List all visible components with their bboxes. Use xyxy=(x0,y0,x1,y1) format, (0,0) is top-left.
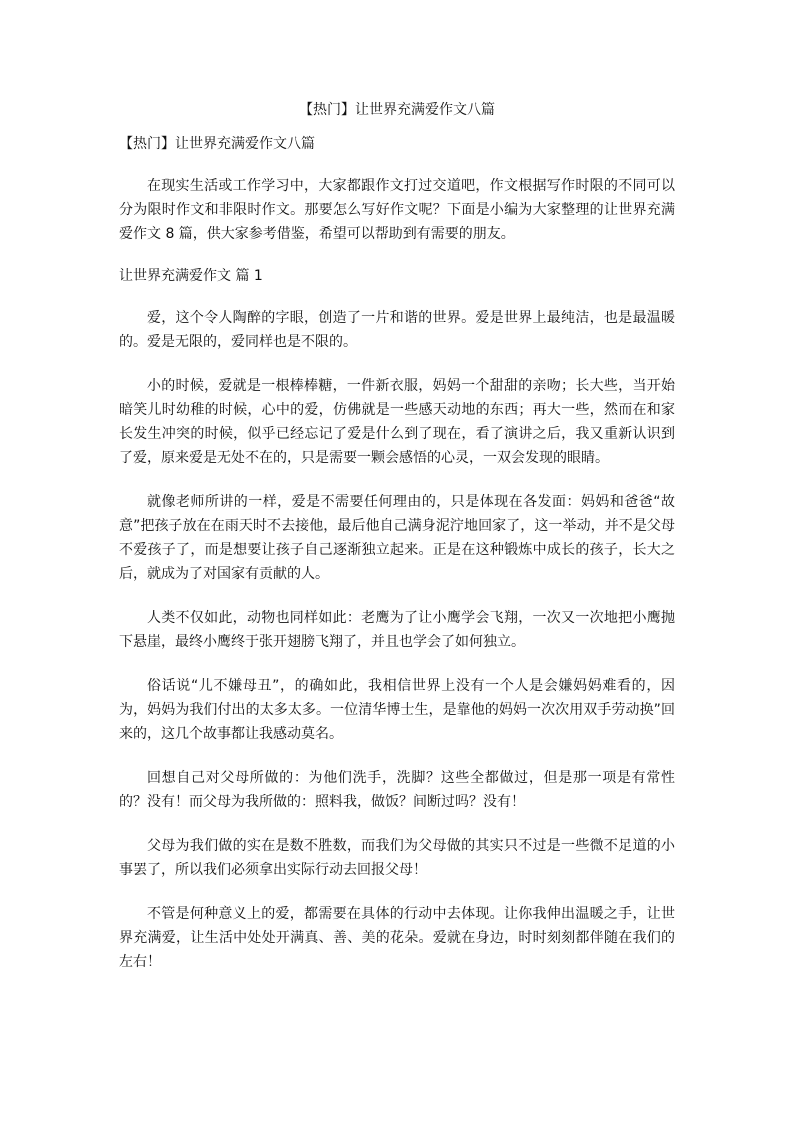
paragraph-5: 俗话说“儿不嫌母丑”，的确如此，我相信世界上没有一个人是会嫌妈妈难看的，因为，妈妈为我们付出的太多太多。一位清华博士生，是靠他的妈妈一次次用双手劳动换”回来的，这几个故事都让我感动莫名。 xyxy=(119,678,675,742)
section-heading: 让世界充满爱作文 篇 1 xyxy=(119,268,263,284)
paragraph-7: 父母为我们做的实在是数不胜数，而我们为父母做的其实只不过是一些微不足道的小事罢了，所以我们必须拿出实际行动去回报父母！ xyxy=(119,838,675,878)
paragraph-4: 人类不仅如此，动物也同样如此：老鹰为了让小鹰学会飞翔，一次又一次地把小鹰抛下悬崖，最终小鹰终于张开翅膀飞翔了，并且也学会了如何独立。 xyxy=(119,610,675,650)
paragraph-3: 就像老师所讲的一样，爱是不需要任何理由的，只是体现在各发面：妈妈和爸爸“故意”把孩子放在在雨天时不去接他，最后他自己满身泥泞地回家了，这一举动，并不是父母不爱孩子了，而是想要让孩子自己逐渐独立起来。正是在这种锻炼中成长的孩子，长大之后，就成为了对国家有贡献的人。 xyxy=(119,494,675,582)
document-body xyxy=(119,134,675,994)
intro-paragraph: 在现实生活或工作学习中，大家都跟作文打过交道吧，作文根据写作时限的不同可以分为限时作文和非限时作文。那要怎么写好作文呢？下面是小编为大家整理的让世界充满爱作文 8 篇，供大家参考借鉴，希望可以帮助到有需要的朋友。 xyxy=(119,178,675,242)
paragraph-1: 爱，这个令人陶醉的字眼，创造了一片和谐的世界。爱是世界上最纯洁，也是最温暖的。爱是无限的，爱同样也是不限的。 xyxy=(119,310,675,350)
document-subtitle: 【热门】让世界充满爱作文八篇 xyxy=(119,136,315,152)
paragraph-2: 小的时候，爱就是一根棒棒糖，一件新衣服，妈妈一个甜甜的亲吻；长大些，当开始暗笑儿时幼稚的时候，心中的爱，仿佛就是一些感天动地的东西；再大一些，然而在和家长发生冲突的时候，似乎已经忘记了爱是什么到了现在，看了演讲之后，我又重新认识到了爱，原来爱是无处不在的，只是需要一颗会感悟的心灵，一双会发现的眼睛。 xyxy=(119,378,675,466)
paragraph-6: 回想自己对父母所做的：为他们洗手，洗脚？这些全都做过，但是那一项是有常性的？没有！而父母为我所做的：照料我，做饭？间断过吗？没有！ xyxy=(119,770,675,810)
paragraph-8: 不管是何种意义上的爱，都需要在具体的行动中去体现。让你我伸出温暖之手，让世界充满爱，让生活中处处开满真、善、美的花朵。爱就在身边，时时刻刻都伴随在我们的左右！ xyxy=(119,906,675,970)
document-title: 【热门】让世界充满爱作文八篇 xyxy=(299,102,495,118)
